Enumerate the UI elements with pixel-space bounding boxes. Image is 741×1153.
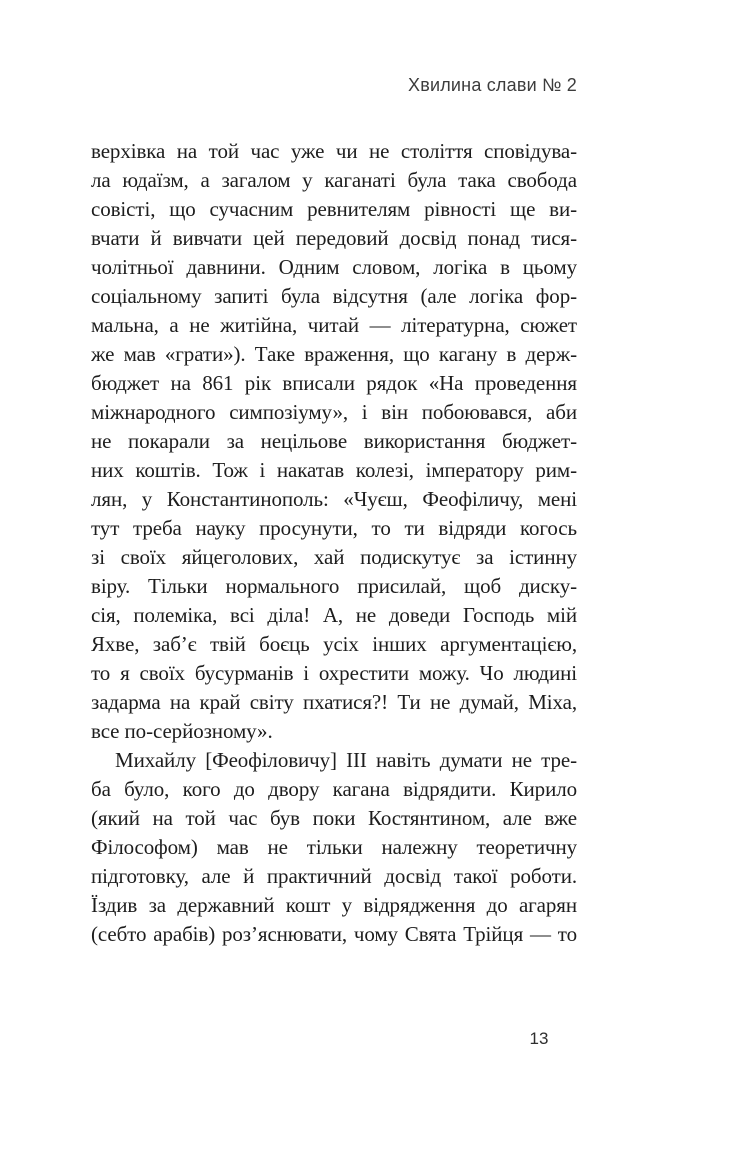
page-number: 13 (529, 1029, 549, 1048)
body-line: то я своїх бусурманів і охрестити можу. Чо людині (91, 661, 577, 685)
body-line: бюджет на 861 рік вписали рядок «На проведення (91, 371, 577, 395)
body-line: (себто арабів) роз’яснювати, чому Свята Трійця — то (91, 922, 577, 946)
body-line: підготовку, але й практичний досвід такої роботи. (91, 864, 577, 888)
body-line: задарма на край світу пхатися?! Ти не думай, Міха, (91, 690, 577, 714)
body-line: все по-серйозному». (91, 719, 273, 743)
running-header: Хвилина слави № 2 (408, 75, 577, 95)
body-line: Їздив за державний кошт у відрядження до агарян (91, 893, 577, 917)
body-line: верхівка на той час уже чи не століття сповідува- (91, 139, 577, 163)
body-line: віру. Тільки нормального присилай, щоб диску- (91, 574, 577, 598)
body-line: ла юдаїзм, а загалом у каганаті була така свобода (91, 168, 577, 192)
body-line: Філософом) мав не тільки належну теоретичну (91, 835, 577, 859)
body-line: міжнародного симпозіуму», і він побоювався, аби (91, 400, 577, 424)
body-line: зі своїх яйцеголових, хай подискутує за істинну (91, 545, 577, 569)
body-line: лян, у Константинополь: «Чуєш, Феофіличу, мені (91, 487, 577, 511)
body-line: не покарали за нецільове використання бюджет- (91, 429, 577, 453)
body-line: тут треба науку просунути, то ти відряди когось (91, 516, 577, 540)
body-line: Яхве, заб’є твій боєць усіх інших аргументацією, (91, 632, 577, 656)
body-line: совісті, що сучасним ревнителям рівності ще ви- (91, 197, 577, 221)
body-line: чолітньої давнини. Одним словом, логіка в цьому (91, 255, 577, 279)
body-line: соціальному запиті була відсутня (але логіка фор- (91, 284, 577, 308)
body-line: ба було, кого до двору кагана відрядити. Кирило (91, 777, 577, 801)
text-block (91, 137, 577, 949)
body-line: же мав «грати»). Таке враження, що кагану в держ- (91, 342, 577, 366)
body-line: вчати й вивчати цей передовий досвід понад тися- (91, 226, 577, 250)
body-line: сія, полеміка, всі діла! А, не доведи Господь мій (91, 603, 577, 627)
body-line: (який на той час був поки Костянтином, але вже (91, 806, 577, 830)
body-line: мальна, а не житійна, читай — літературна, сюжет (91, 313, 577, 337)
body-line: них коштів. Тож і накатав колезі, імператору рим- (91, 458, 577, 482)
body-line: Михайлу [Феофіловичу] ІІІ навіть думати не тре- (115, 748, 577, 772)
